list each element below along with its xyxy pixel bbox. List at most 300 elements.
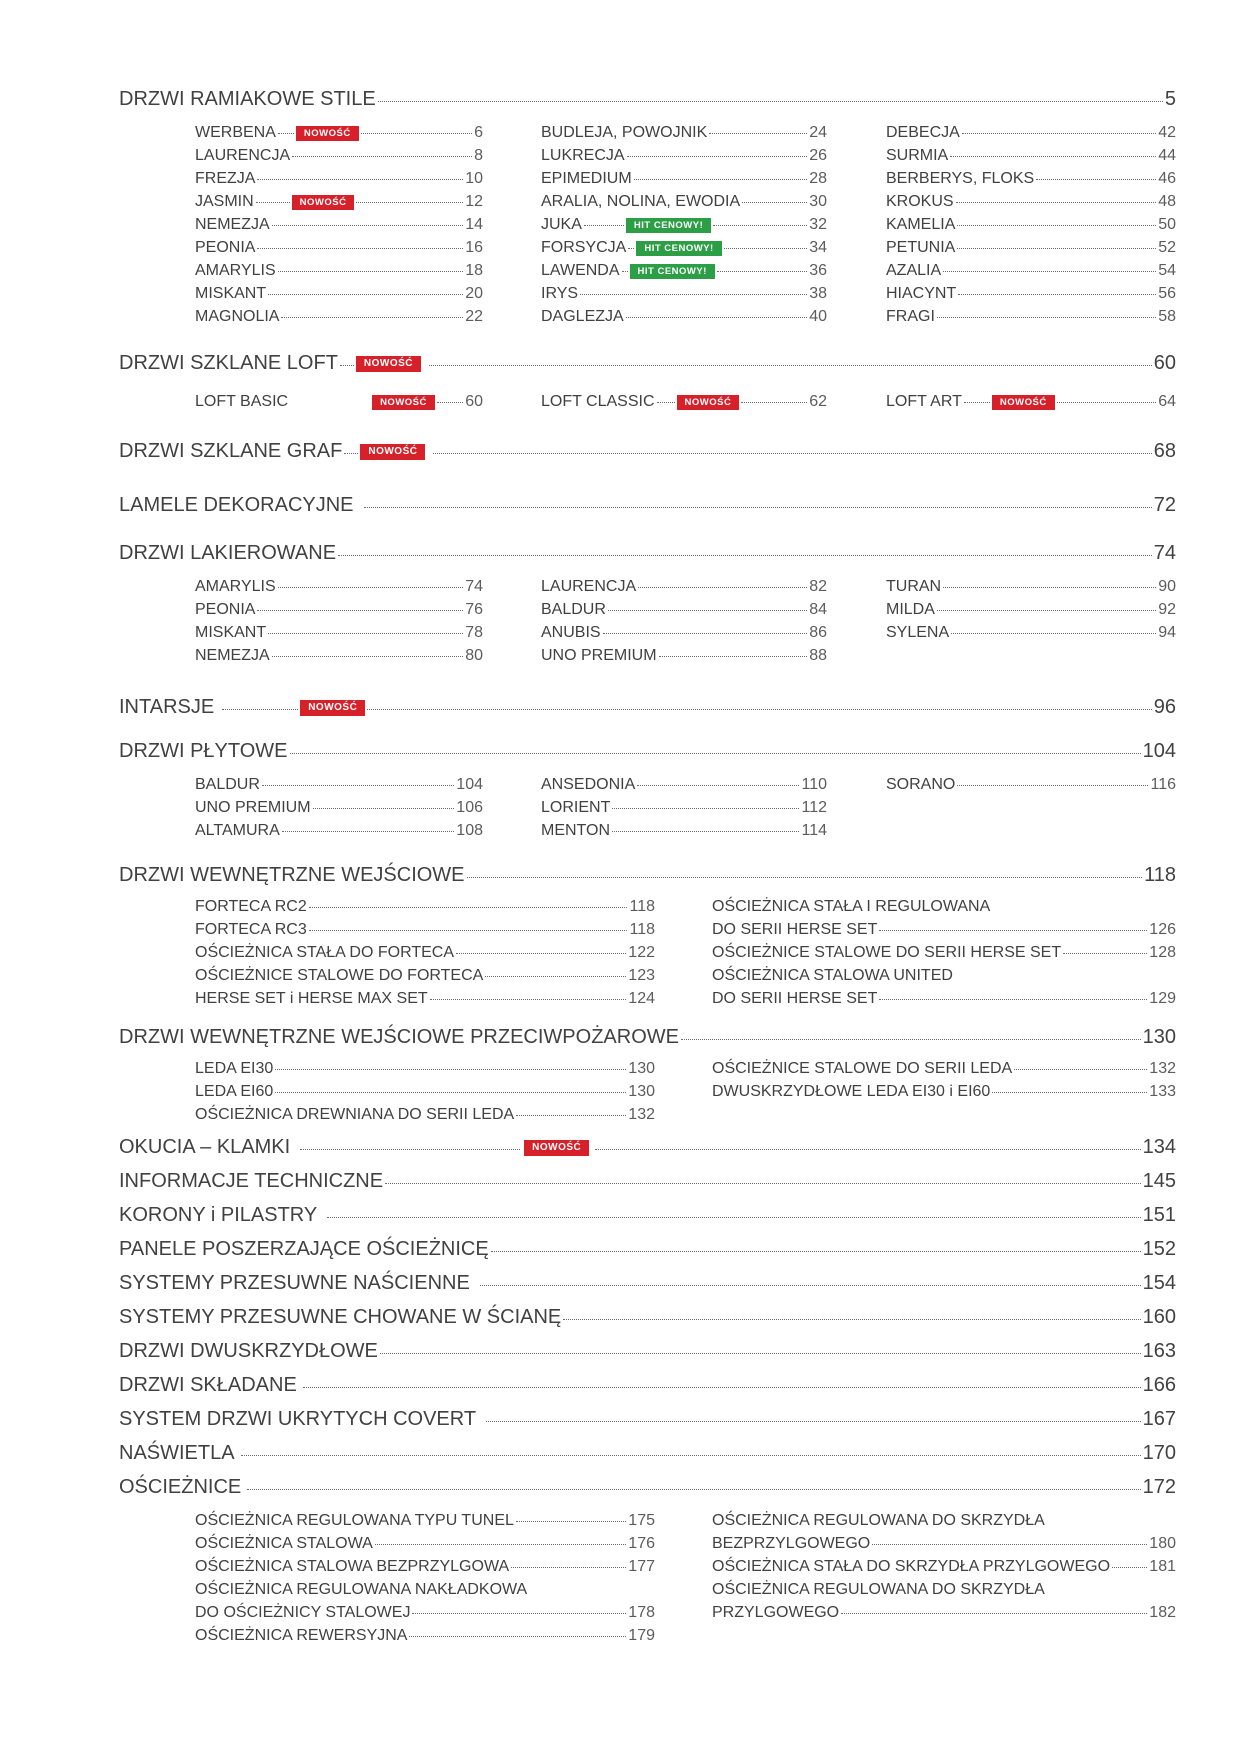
item-label: AMARYLIS <box>195 578 276 595</box>
item-label: MISKANT <box>195 624 267 641</box>
page-number: 80 <box>465 647 483 664</box>
toc-section-oscieznice[interactable] <box>119 1476 1176 1499</box>
nowosc-badge: NOWOŚĆ <box>360 444 425 460</box>
item-label: WERBENA <box>195 124 276 141</box>
dot-leader <box>958 294 1156 295</box>
toc-item[interactable] <box>195 990 655 1008</box>
toc-item[interactable] <box>886 147 1176 165</box>
dot-leader <box>356 202 463 203</box>
toc-item[interactable] <box>541 124 827 142</box>
toc-item[interactable] <box>195 799 483 817</box>
page-number: 44 <box>1158 147 1176 164</box>
dot-leader <box>222 709 298 710</box>
toc-item[interactable] <box>886 262 1176 280</box>
page-number: 129 <box>1149 990 1176 1007</box>
dot-leader <box>385 1183 1141 1184</box>
page-number: 18 <box>465 262 483 279</box>
dot-leader <box>491 1251 1141 1252</box>
toc-item-line[interactable]: OŚCIEŻNICA REGULOWANA DO SKRZYDŁA <box>712 1581 1045 1598</box>
page-number: 74 <box>465 578 483 595</box>
toc-item-line[interactable]: OŚCIEŻNICA REGULOWANA DO SKRZYDŁA <box>712 1512 1045 1529</box>
toc-item[interactable] <box>886 170 1176 188</box>
item-label: UNO PREMIUM <box>195 799 311 816</box>
item-label: DO SERII HERSE SET <box>712 921 878 938</box>
dot-leader <box>272 656 464 657</box>
item-label: AMARYLIS <box>195 262 276 279</box>
item-label: OŚCIEŻNICA DREWNIANA DO SERII LEDA <box>195 1106 515 1123</box>
toc-item[interactable] <box>195 776 483 794</box>
dot-leader <box>612 831 799 832</box>
item-label: FORTECA RC2 <box>195 898 307 915</box>
toc-item[interactable] <box>195 1604 655 1622</box>
toc-item[interactable] <box>541 799 827 817</box>
toc-item[interactable] <box>712 990 1176 1008</box>
toc-section-plytowe[interactable] <box>119 740 1176 763</box>
dot-leader <box>681 1039 1141 1040</box>
toc-item[interactable] <box>541 578 827 596</box>
item-label: KAMELIA <box>886 216 956 233</box>
toc-item[interactable] <box>195 601 483 619</box>
dot-leader <box>511 1567 626 1568</box>
toc-item[interactable] <box>195 285 483 303</box>
page-number: 112 <box>801 799 827 816</box>
toc-item[interactable] <box>195 193 483 211</box>
toc-item[interactable] <box>195 647 483 665</box>
dot-leader <box>741 402 807 403</box>
page-number: 82 <box>809 578 827 595</box>
toc-item[interactable] <box>195 898 655 916</box>
item-label: LOFT CLASSIC <box>541 393 655 410</box>
section-title: DRZWI PŁYTOWE <box>119 740 288 762</box>
item-label: LOFT BASIC <box>195 393 289 410</box>
item-label: BALDUR <box>541 601 606 618</box>
page-number: 123 <box>628 967 655 984</box>
toc-item[interactable] <box>886 124 1176 142</box>
toc-item[interactable] <box>712 944 1176 962</box>
toc-item[interactable] <box>195 170 483 188</box>
dot-leader <box>241 1455 1141 1456</box>
section-title: LAMELE DEKORACYJNE <box>119 494 354 516</box>
toc-item[interactable] <box>541 285 827 303</box>
page-number: 68 <box>1153 440 1176 462</box>
toc-section-covert[interactable] <box>119 1408 1176 1431</box>
page-number: 180 <box>1149 1535 1176 1552</box>
dot-leader <box>340 365 354 366</box>
item-label: DEBECJA <box>886 124 960 141</box>
dot-leader <box>309 907 628 908</box>
page-number: 126 <box>1149 921 1176 938</box>
dot-leader <box>637 785 799 786</box>
section-title: SYSTEMY PRZESUWNE NAŚCIENNE <box>119 1272 470 1294</box>
toc-item[interactable] <box>195 1535 655 1553</box>
section-title: DRZWI RAMIAKOWE STILE <box>119 88 376 110</box>
dot-leader <box>628 248 634 249</box>
page-number: 74 <box>1153 542 1176 564</box>
item-label: DO OŚCIEŻNICY STALOWEJ <box>195 1604 411 1621</box>
page-number: 12 <box>465 193 483 210</box>
page-number: 170 <box>1142 1442 1176 1464</box>
dot-leader <box>313 808 455 809</box>
page-number: 42 <box>1158 124 1176 141</box>
page-number: 177 <box>628 1558 655 1575</box>
item-label: BEZPRZYLGOWEGO <box>712 1535 871 1552</box>
dot-leader <box>634 179 808 180</box>
toc-section-skladane[interactable] <box>119 1374 1176 1397</box>
item-label: AZALIA <box>886 262 942 279</box>
item-label: FRAGI <box>886 308 935 325</box>
toc-section-dwuskrzydlowe[interactable] <box>119 1340 1176 1363</box>
page-number: 8 <box>474 147 483 164</box>
page-number: 28 <box>809 170 827 187</box>
dot-leader <box>957 225 1156 226</box>
item-label: MENTON <box>541 822 611 839</box>
toc-section-panele[interactable] <box>119 1238 1176 1261</box>
toc-item[interactable] <box>541 262 827 280</box>
toc-item[interactable] <box>712 1083 1176 1101</box>
page-number: 88 <box>809 647 827 664</box>
toc-section-wejsciowe[interactable] <box>119 864 1176 887</box>
toc-item[interactable] <box>886 239 1176 257</box>
dot-leader <box>937 610 1156 611</box>
page-number: 22 <box>465 308 483 325</box>
page-number: 130 <box>628 1083 655 1100</box>
page-number: 78 <box>465 624 483 641</box>
toc-item[interactable] <box>541 216 827 234</box>
nowosc-badge: NOWOŚĆ <box>677 395 740 410</box>
toc-item[interactable] <box>195 1060 655 1078</box>
page-number: 84 <box>809 601 827 618</box>
item-label: OŚCIEŻNICA REWERSYJNA <box>195 1627 408 1644</box>
toc-item[interactable] <box>886 285 1176 303</box>
item-label: LAWENDA <box>541 262 620 279</box>
item-label: FREZJA <box>195 170 256 187</box>
page-number: 130 <box>1142 1026 1176 1048</box>
item-label: ARALIA, NOLINA, EWODIA <box>541 193 741 210</box>
dot-leader <box>480 1285 1141 1286</box>
toc-item[interactable] <box>886 624 1176 642</box>
page-number: 118 <box>1144 864 1176 886</box>
item-label: FORSYCJA <box>541 239 627 256</box>
toc-section-graf[interactable] <box>119 440 1176 463</box>
dot-leader <box>262 785 454 786</box>
dot-leader <box>951 633 1156 634</box>
item-label: LAURENCJA <box>195 147 291 164</box>
page-number: 134 <box>1142 1136 1176 1158</box>
item-label: PEONIA <box>195 601 256 618</box>
page-number: 60 <box>465 393 483 410</box>
item-label: DWUSKRZYDŁOWE LEDA EI30 i EI60 <box>712 1083 991 1100</box>
toc-section-lakierowane[interactable] <box>119 542 1176 565</box>
dot-leader <box>375 1544 626 1545</box>
toc-item[interactable] <box>886 216 1176 234</box>
dot-leader <box>256 202 290 203</box>
section-title: INTARSJE <box>119 696 215 718</box>
page-number: 72 <box>1153 494 1176 516</box>
toc-item[interactable] <box>541 308 827 326</box>
toc-item[interactable] <box>195 578 483 596</box>
toc-section-chowane[interactable] <box>119 1306 1176 1329</box>
page-number: 104 <box>456 776 483 793</box>
toc-item[interactable] <box>541 193 827 211</box>
toc-item[interactable] <box>712 921 1176 939</box>
page-number: 132 <box>628 1106 655 1123</box>
toc-item[interactable] <box>886 393 1176 411</box>
dot-leader <box>1057 402 1157 403</box>
dot-leader <box>612 808 799 809</box>
item-label: SYLENA <box>886 624 950 641</box>
page-number: 133 <box>1149 1083 1176 1100</box>
toc-section-informacje[interactable] <box>119 1170 1176 1193</box>
dot-leader <box>1112 1567 1147 1568</box>
page-number: 52 <box>1158 239 1176 256</box>
dot-leader <box>626 317 808 318</box>
dot-leader <box>638 587 807 588</box>
dot-leader <box>309 930 628 931</box>
dot-leader <box>1014 1069 1147 1070</box>
page-number: 130 <box>628 1060 655 1077</box>
item-label: FORTECA RC3 <box>195 921 307 938</box>
page-number: 76 <box>465 601 483 618</box>
toc-item-line[interactable]: OŚCIEŻNICA REGULOWANA NAKŁADKOWA <box>195 1581 528 1598</box>
item-label: BALDUR <box>195 776 260 793</box>
dot-leader <box>957 785 1148 786</box>
toc-item[interactable] <box>712 1060 1176 1078</box>
toc-item[interactable] <box>712 1604 1176 1622</box>
dot-leader <box>937 317 1156 318</box>
dot-leader <box>429 365 1152 366</box>
hit-cenowy-badge: HIT CENOWY! <box>636 241 721 256</box>
dot-leader <box>992 1092 1147 1093</box>
item-label: ANUBIS <box>541 624 601 641</box>
page-number: 46 <box>1158 170 1176 187</box>
section-title: PANELE POSZERZAJĄCE OŚCIEŻNICĘ <box>119 1238 489 1260</box>
dot-leader <box>268 294 463 295</box>
page-number: 178 <box>628 1604 655 1621</box>
item-label: OŚCIEŻNICA STALOWA BEZPRZYLGOWA <box>195 1558 510 1575</box>
page-number: 163 <box>1142 1340 1176 1362</box>
section-title: NAŚWIETLA <box>119 1442 235 1464</box>
page-number: 60 <box>1153 352 1176 374</box>
toc-item[interactable] <box>195 1106 655 1124</box>
toc-section-loft[interactable] <box>119 352 1176 375</box>
dot-leader <box>943 587 1156 588</box>
page-number: 151 <box>1142 1204 1176 1226</box>
dot-leader <box>292 156 472 157</box>
toc-item[interactable] <box>195 1083 655 1101</box>
spacer <box>290 402 370 403</box>
dot-leader <box>433 453 1151 454</box>
page-number: 50 <box>1158 216 1176 233</box>
toc-item[interactable] <box>886 578 1176 596</box>
item-label: BUDLEJA, POWOJNIK <box>541 124 708 141</box>
toc-section-przeciwpozarowe[interactable] <box>119 1026 1176 1049</box>
dot-leader <box>879 999 1147 1000</box>
page-number: 36 <box>809 262 827 279</box>
dot-leader <box>275 1092 626 1093</box>
page-number: 6 <box>474 124 483 141</box>
section-title: KORONY i PILASTRY <box>119 1204 318 1226</box>
toc-item[interactable] <box>712 1558 1176 1576</box>
item-label: OŚCIEŻNICE STALOWE DO SERII LEDA <box>712 1060 1013 1077</box>
section-title: DRZWI SZKLANE GRAF <box>119 440 343 462</box>
section-title: DRZWI WEWNĘTRZNE WEJŚCIOWE PRZECIWPOŻAROWE <box>119 1026 679 1048</box>
toc-item[interactable] <box>195 393 483 411</box>
toc-item[interactable] <box>195 308 483 326</box>
dot-leader <box>962 133 1156 134</box>
toc-item[interactable] <box>541 601 827 619</box>
dot-leader <box>278 133 294 134</box>
item-label: SURMIA <box>886 147 949 164</box>
item-label: OŚCIEŻNICE STALOWE DO SERII HERSE SET <box>712 944 1062 961</box>
toc-item[interactable] <box>195 967 655 985</box>
dot-leader <box>622 271 628 272</box>
item-label: NEMEZJA <box>195 216 270 233</box>
item-label: IRYS <box>541 285 579 302</box>
dot-leader <box>282 831 455 832</box>
dot-leader <box>257 610 463 611</box>
dot-leader <box>281 317 463 318</box>
page-number: 166 <box>1142 1374 1176 1396</box>
dot-leader <box>485 976 626 977</box>
toc-item[interactable] <box>541 147 827 165</box>
toc-item[interactable] <box>195 1627 655 1645</box>
dot-leader <box>378 101 1163 102</box>
section-title: DRZWI WEWNĘTRZNE WEJŚCIOWE <box>119 864 465 886</box>
toc-section-naswietla[interactable] <box>119 1442 1176 1465</box>
toc-item[interactable] <box>712 1535 1176 1553</box>
page-number: 56 <box>1158 285 1176 302</box>
page-number: 175 <box>628 1512 655 1529</box>
dot-leader <box>278 587 464 588</box>
toc-item[interactable] <box>195 822 483 840</box>
hit-cenowy-badge: HIT CENOWY! <box>630 264 715 279</box>
toc-item[interactable] <box>195 262 483 280</box>
page-number: 30 <box>809 193 827 210</box>
dot-leader <box>580 294 807 295</box>
dot-leader <box>300 1149 520 1150</box>
item-label: PEONIA <box>195 239 256 256</box>
dot-leader <box>724 248 808 249</box>
toc-item[interactable] <box>886 308 1176 326</box>
item-label: BERBERYS, FLOKS <box>886 170 1035 187</box>
toc-item[interactable] <box>886 601 1176 619</box>
dot-leader <box>268 633 463 634</box>
item-label: OŚCIEŻNICA REGULOWANA TYPU TUNEL <box>195 1512 514 1529</box>
dot-leader <box>1063 953 1147 954</box>
page-number: 122 <box>628 944 655 961</box>
page-number: 90 <box>1158 578 1176 595</box>
toc-item[interactable] <box>541 647 827 665</box>
toc-item[interactable] <box>541 822 827 840</box>
item-label: HERSE SET i HERSE MAX SET <box>195 990 428 1007</box>
toc-item[interactable] <box>195 239 483 257</box>
dot-leader <box>713 225 807 226</box>
toc-item[interactable] <box>541 170 827 188</box>
page-number: 10 <box>465 170 483 187</box>
dot-leader <box>278 271 464 272</box>
dot-leader <box>516 1521 626 1522</box>
toc-section-nascienne[interactable] <box>119 1272 1176 1295</box>
page-number: 176 <box>628 1535 655 1552</box>
dot-leader <box>964 402 990 403</box>
page-number: 179 <box>628 1627 655 1644</box>
dot-leader <box>841 1613 1147 1614</box>
item-label: NEMEZJA <box>195 647 270 664</box>
page-number: 14 <box>465 216 483 233</box>
toc-item[interactable] <box>195 216 483 234</box>
dot-leader <box>290 753 1141 754</box>
dot-leader <box>627 156 808 157</box>
item-label: LEDA EI60 <box>195 1083 274 1100</box>
toc-section-intarsje[interactable] <box>119 696 1176 719</box>
page-number: 54 <box>1158 262 1176 279</box>
page-number: 86 <box>809 624 827 641</box>
dot-leader <box>943 271 1156 272</box>
nowosc-badge: NOWOŚĆ <box>524 1140 589 1156</box>
section-title: INFORMACJE TECHNICZNE <box>119 1170 384 1192</box>
item-label: TURAN <box>886 578 942 595</box>
page-number: 104 <box>1142 740 1176 762</box>
toc-item[interactable] <box>541 393 827 411</box>
toc-item[interactable] <box>195 1512 655 1530</box>
toc-item[interactable] <box>886 776 1176 794</box>
toc-section-lamele[interactable] <box>119 494 1176 517</box>
dot-leader <box>467 877 1143 878</box>
page-number: 64 <box>1158 393 1176 410</box>
toc-item[interactable] <box>541 624 827 642</box>
page-number: 132 <box>1149 1060 1176 1077</box>
toc-item[interactable] <box>541 776 827 794</box>
dot-leader <box>303 1387 1141 1388</box>
item-label: MAGNOLIA <box>195 308 280 325</box>
item-label: DAGLEZJA <box>541 308 624 325</box>
toc-item[interactable] <box>541 239 827 257</box>
item-label: SORANO <box>886 776 956 793</box>
dot-leader <box>657 402 675 403</box>
item-label: UNO PREMIUM <box>541 647 657 664</box>
toc-section-okucia[interactable] <box>119 1136 1176 1159</box>
toc-section-korony[interactable] <box>119 1204 1176 1227</box>
toc-section-ramiakowe[interactable] <box>119 88 1176 111</box>
toc-item[interactable] <box>886 193 1176 211</box>
page-number: 34 <box>809 239 827 256</box>
toc-item[interactable] <box>195 124 483 142</box>
toc-item-line[interactable]: OŚCIEŻNICA STAŁA I REGULOWANA <box>712 898 991 915</box>
toc-item[interactable] <box>195 1558 655 1576</box>
toc-item[interactable] <box>195 147 483 165</box>
dot-leader <box>659 656 808 657</box>
page-number: 110 <box>801 776 827 793</box>
toc-item[interactable] <box>195 944 655 962</box>
dot-leader <box>956 202 1157 203</box>
dot-leader <box>364 507 1152 508</box>
page-number: 38 <box>809 285 827 302</box>
toc-item[interactable] <box>195 624 483 642</box>
dot-leader <box>275 1069 626 1070</box>
toc-item[interactable] <box>195 921 655 939</box>
item-label: HIACYNT <box>886 285 957 302</box>
page-number: 20 <box>465 285 483 302</box>
toc-item-line[interactable]: OŚCIEŻNICA STALOWA UNITED <box>712 967 953 984</box>
dot-leader <box>344 453 358 454</box>
section-title: SYSTEM DRZWI UKRYTYCH COVERT <box>119 1408 477 1430</box>
nowosc-badge: NOWOŚĆ <box>356 356 421 372</box>
page-number: 62 <box>809 393 827 410</box>
item-label: OŚCIEŻNICE STALOWE DO FORTECA <box>195 967 484 984</box>
section-title: DRZWI SZKLANE LOFT <box>119 352 338 374</box>
page-number: 16 <box>465 239 483 256</box>
section-title: OŚCIEŻNICE <box>119 1476 242 1498</box>
